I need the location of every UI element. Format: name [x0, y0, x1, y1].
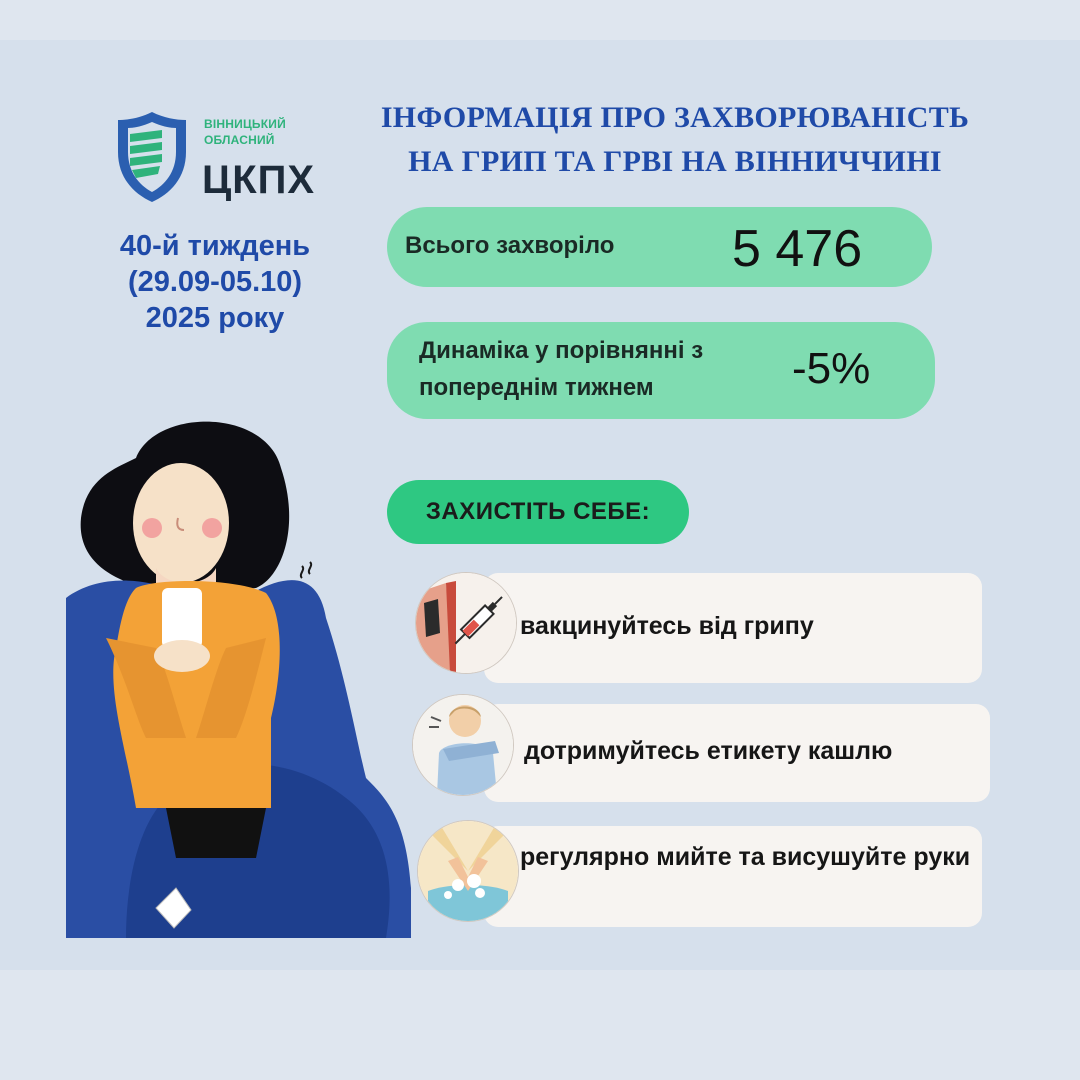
tip-text: дотримуйтесь етикету кашлю	[524, 737, 893, 765]
dynamics-label	[419, 332, 703, 406]
tip-card-vaccinate	[484, 573, 982, 683]
tip-text: регулярно мийте та висушуйте руки	[520, 843, 971, 871]
syringe-icon	[415, 572, 517, 674]
total-cases-label: Всього захворіло	[405, 232, 615, 259]
week-year: 2025 року	[145, 302, 285, 334]
tip-text: вакцинуйтесь від грипу	[520, 612, 814, 640]
handwash-icon	[417, 820, 519, 922]
logo-line-1: ВІННИЦЬКИЙ	[204, 117, 286, 131]
total-cases-value: 5 476	[732, 220, 863, 278]
cough-icon	[412, 694, 514, 796]
week-number: 40-й тиждень	[119, 230, 311, 262]
dynamics-label-line-1: Динаміка у порівнянні з	[419, 337, 704, 364]
title-line-1: ІНФОРМАЦІЯ ПРО ЗАХВОРЮВАНІСТЬ	[380, 101, 970, 134]
week-info	[60, 228, 370, 336]
sick-person-illustration	[66, 418, 416, 938]
week-dates: (29.09-05.10)	[127, 266, 303, 298]
protect-heading: ЗАХИСТІТЬ СЕБЕ:	[387, 480, 689, 544]
shield-logo-icon	[112, 108, 192, 204]
logo-subtitle	[204, 116, 286, 148]
dynamics-value: -5%	[792, 344, 871, 393]
page-title	[360, 96, 990, 184]
logo	[112, 108, 316, 204]
logo-name: ЦКПХ	[202, 158, 316, 202]
tip-card-cough	[484, 704, 990, 802]
logo-line-2: ОБЛАСНИЙ	[204, 133, 275, 147]
total-cases-pill	[387, 207, 932, 287]
tip-card-handwash	[484, 826, 982, 927]
title-line-2: НА ГРИП ТА ГРВІ НА ВІННИЧЧИНІ	[408, 145, 942, 178]
dynamics-pill	[387, 322, 935, 419]
dynamics-label-line-2: попереднім тижнем	[419, 374, 654, 401]
